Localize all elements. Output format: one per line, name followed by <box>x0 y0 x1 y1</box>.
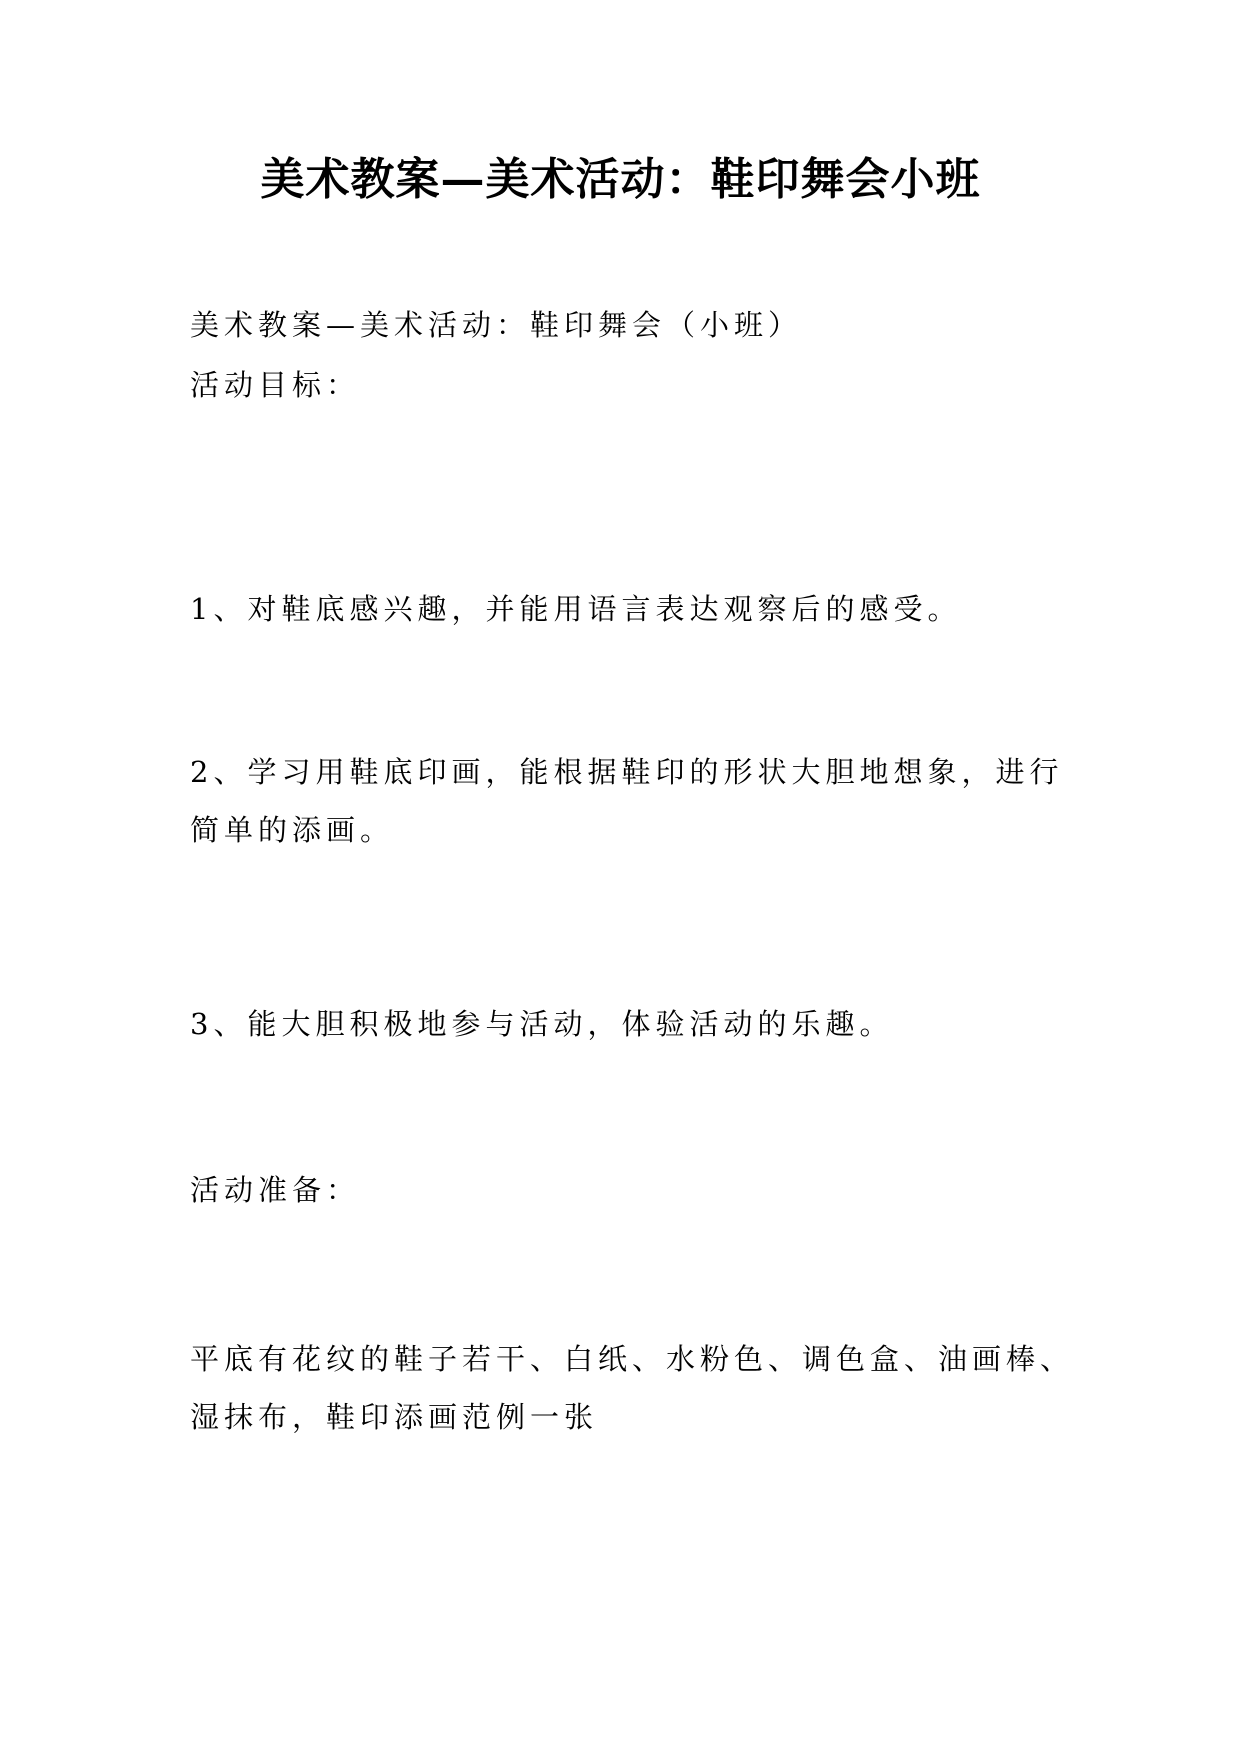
text-line: 简单的添画。 <box>190 813 395 847</box>
section-heading-goals <box>190 356 1070 414</box>
text-line: 活动准备： <box>190 1173 361 1207</box>
subtitle-paragraph <box>190 296 1070 354</box>
section-heading-preparation <box>190 1161 1070 1219</box>
goal-item-3 <box>190 995 1070 1053</box>
document-title: 美术教案—美术活动：鞋印舞会小班 <box>260 154 981 205</box>
text-line: 平底有花纹的鞋子若干、白纸、水粉色、调色盒、油画棒、 <box>190 1342 1075 1376</box>
text-line: 3、能大胆积极地参与活动，体验活动的乐趣。 <box>190 1007 894 1041</box>
text-line: 2、学习用鞋底印画，能根据鞋印的形状大胆地想象，进行 <box>190 755 1064 789</box>
text-line: 湿抹布，鞋印添画范例一张 <box>190 1400 599 1434</box>
text-line: 活动目标： <box>190 368 361 402</box>
text-line: 1、对鞋底感兴趣，并能用语言表达观察后的感受。 <box>190 592 962 626</box>
preparation-materials <box>190 1330 1075 1446</box>
goal-item-2 <box>190 743 1070 859</box>
goal-item-1 <box>190 580 1070 638</box>
text-line: 美术教案—美术活动：鞋印舞会（小班） <box>190 308 803 342</box>
